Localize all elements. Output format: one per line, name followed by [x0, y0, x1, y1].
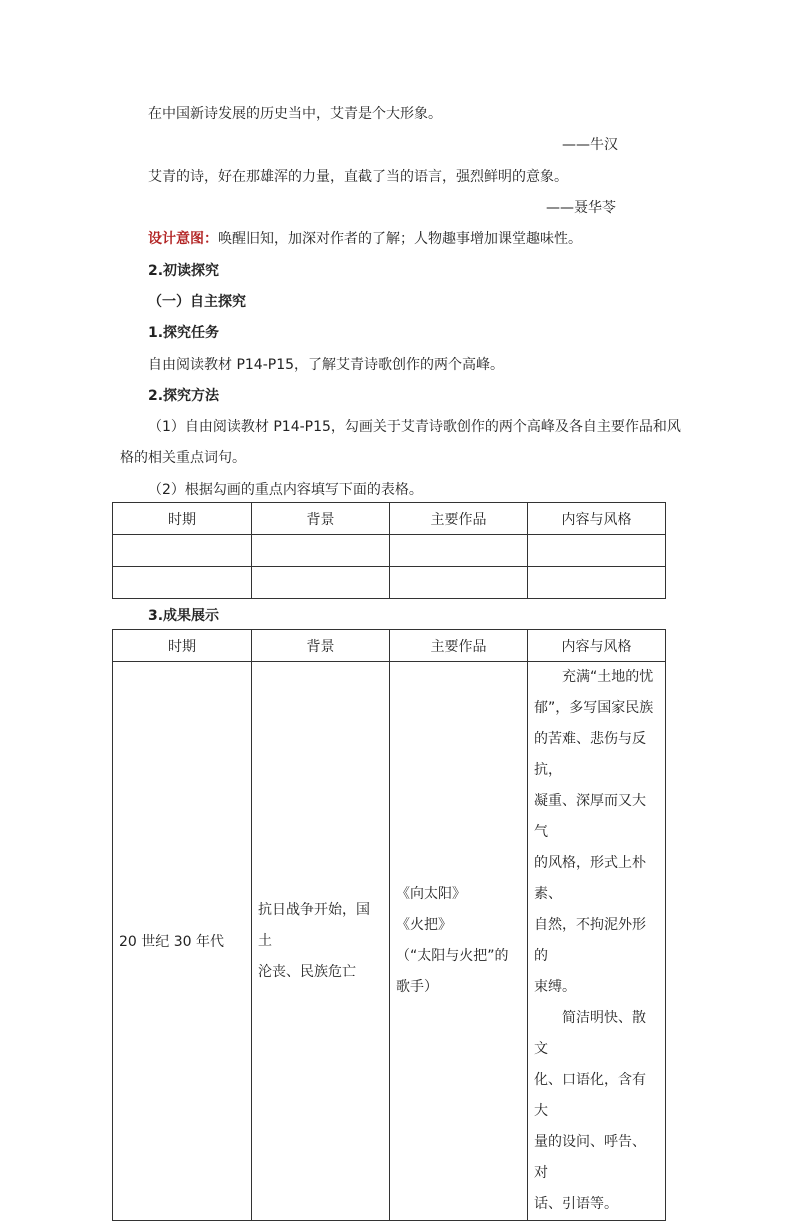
table-row — [113, 567, 666, 599]
table-cell[interactable] — [252, 535, 390, 567]
method-1-line1: （1）自由阅读教材 P14-P15，勾画关于艾青诗歌创作的两个高峰及各自主要作品和风 — [148, 419, 681, 435]
style-line: 的苦难、悲伤与反抗， — [534, 731, 646, 778]
header-period: 时期 — [113, 630, 252, 662]
quote-1-author: ——牛汉 — [562, 137, 618, 153]
style-line: 郁”，多写国家民族 — [534, 700, 654, 716]
task-title: 1.探究任务 — [148, 325, 220, 341]
style-line: 凝重、深厚而又大气 — [534, 793, 646, 840]
design-intent-text: 唤醒旧知，加深对作者的了解；人物趣事增加课堂趣味性。 — [218, 231, 582, 247]
table-cell[interactable] — [528, 535, 666, 567]
method-title: 2.探究方法 — [148, 388, 220, 404]
works-line: 歌手） — [396, 979, 438, 995]
table-cell[interactable] — [113, 567, 252, 599]
header-style: 内容与风格 — [528, 503, 666, 535]
works-cell — [390, 662, 528, 1221]
style-line: 充满“土地的忧 — [562, 669, 654, 685]
table-cell[interactable] — [390, 567, 528, 599]
section-heading: 2.初读探究 — [148, 263, 220, 279]
table-header-row — [113, 630, 666, 662]
header-background: 背景 — [252, 503, 390, 535]
header-works: 主要作品 — [390, 503, 528, 535]
quote-1-text: 在中国新诗发展的历史当中，艾青是个大形象。 — [148, 106, 442, 122]
fill-in-table — [112, 502, 666, 599]
style-line: 量的设问、呼告、对 — [534, 1134, 646, 1181]
header-background: 背景 — [252, 630, 390, 662]
quote-2-text: 艾青的诗，好在那雄浑的力量，直截了当的语言，强烈鲜明的意象。 — [148, 169, 568, 185]
design-intent-label: 设计意图： — [148, 231, 218, 247]
style-line: 的风格，形式上朴素、 — [534, 855, 646, 902]
method-2: （2）根据勾画的重点内容填写下面的表格。 — [148, 482, 423, 498]
result-title: 3.成果展示 — [148, 608, 220, 624]
result-table — [112, 629, 666, 1221]
header-works: 主要作品 — [390, 630, 528, 662]
design-intent — [148, 228, 582, 248]
table-cell[interactable] — [113, 535, 252, 567]
quote-2-author: ——聂华苓 — [546, 200, 616, 216]
style-line: 化、口语化，含有大 — [534, 1072, 646, 1119]
works-line: 《向太阳》 — [396, 886, 466, 902]
background-line: 沦丧、民族危亡 — [258, 963, 356, 980]
style-line: 自然，不拘泥外形的 — [534, 917, 646, 964]
task-text: 自由阅读教材 P14-P15，了解艾青诗歌创作的两个高峰。 — [148, 357, 505, 373]
method-1-line2: 格的相关重点词句。 — [120, 450, 246, 466]
header-style: 内容与风格 — [528, 630, 666, 662]
works-line: 《火把》 — [396, 917, 452, 933]
header-period: 时期 — [113, 503, 252, 535]
period-cell: 20 世纪 30 年代 — [113, 662, 252, 1221]
table-row — [113, 662, 666, 1221]
background-cell — [252, 662, 390, 1221]
table-header-row — [113, 503, 666, 535]
background-line: 抗日战争开始，国土 — [258, 901, 370, 949]
table-cell[interactable] — [528, 567, 666, 599]
style-line: 束缚。 — [534, 979, 576, 995]
style-cell — [528, 662, 666, 1221]
table-cell[interactable] — [252, 567, 390, 599]
works-line: （“太阳与火把”的 — [396, 948, 509, 964]
sub-heading: （一）自主探究 — [148, 294, 246, 310]
style-line: 话、引语等。 — [534, 1196, 618, 1212]
style-line: 简洁明快、散文 — [534, 1010, 646, 1057]
table-row — [113, 535, 666, 567]
table-cell[interactable] — [390, 535, 528, 567]
